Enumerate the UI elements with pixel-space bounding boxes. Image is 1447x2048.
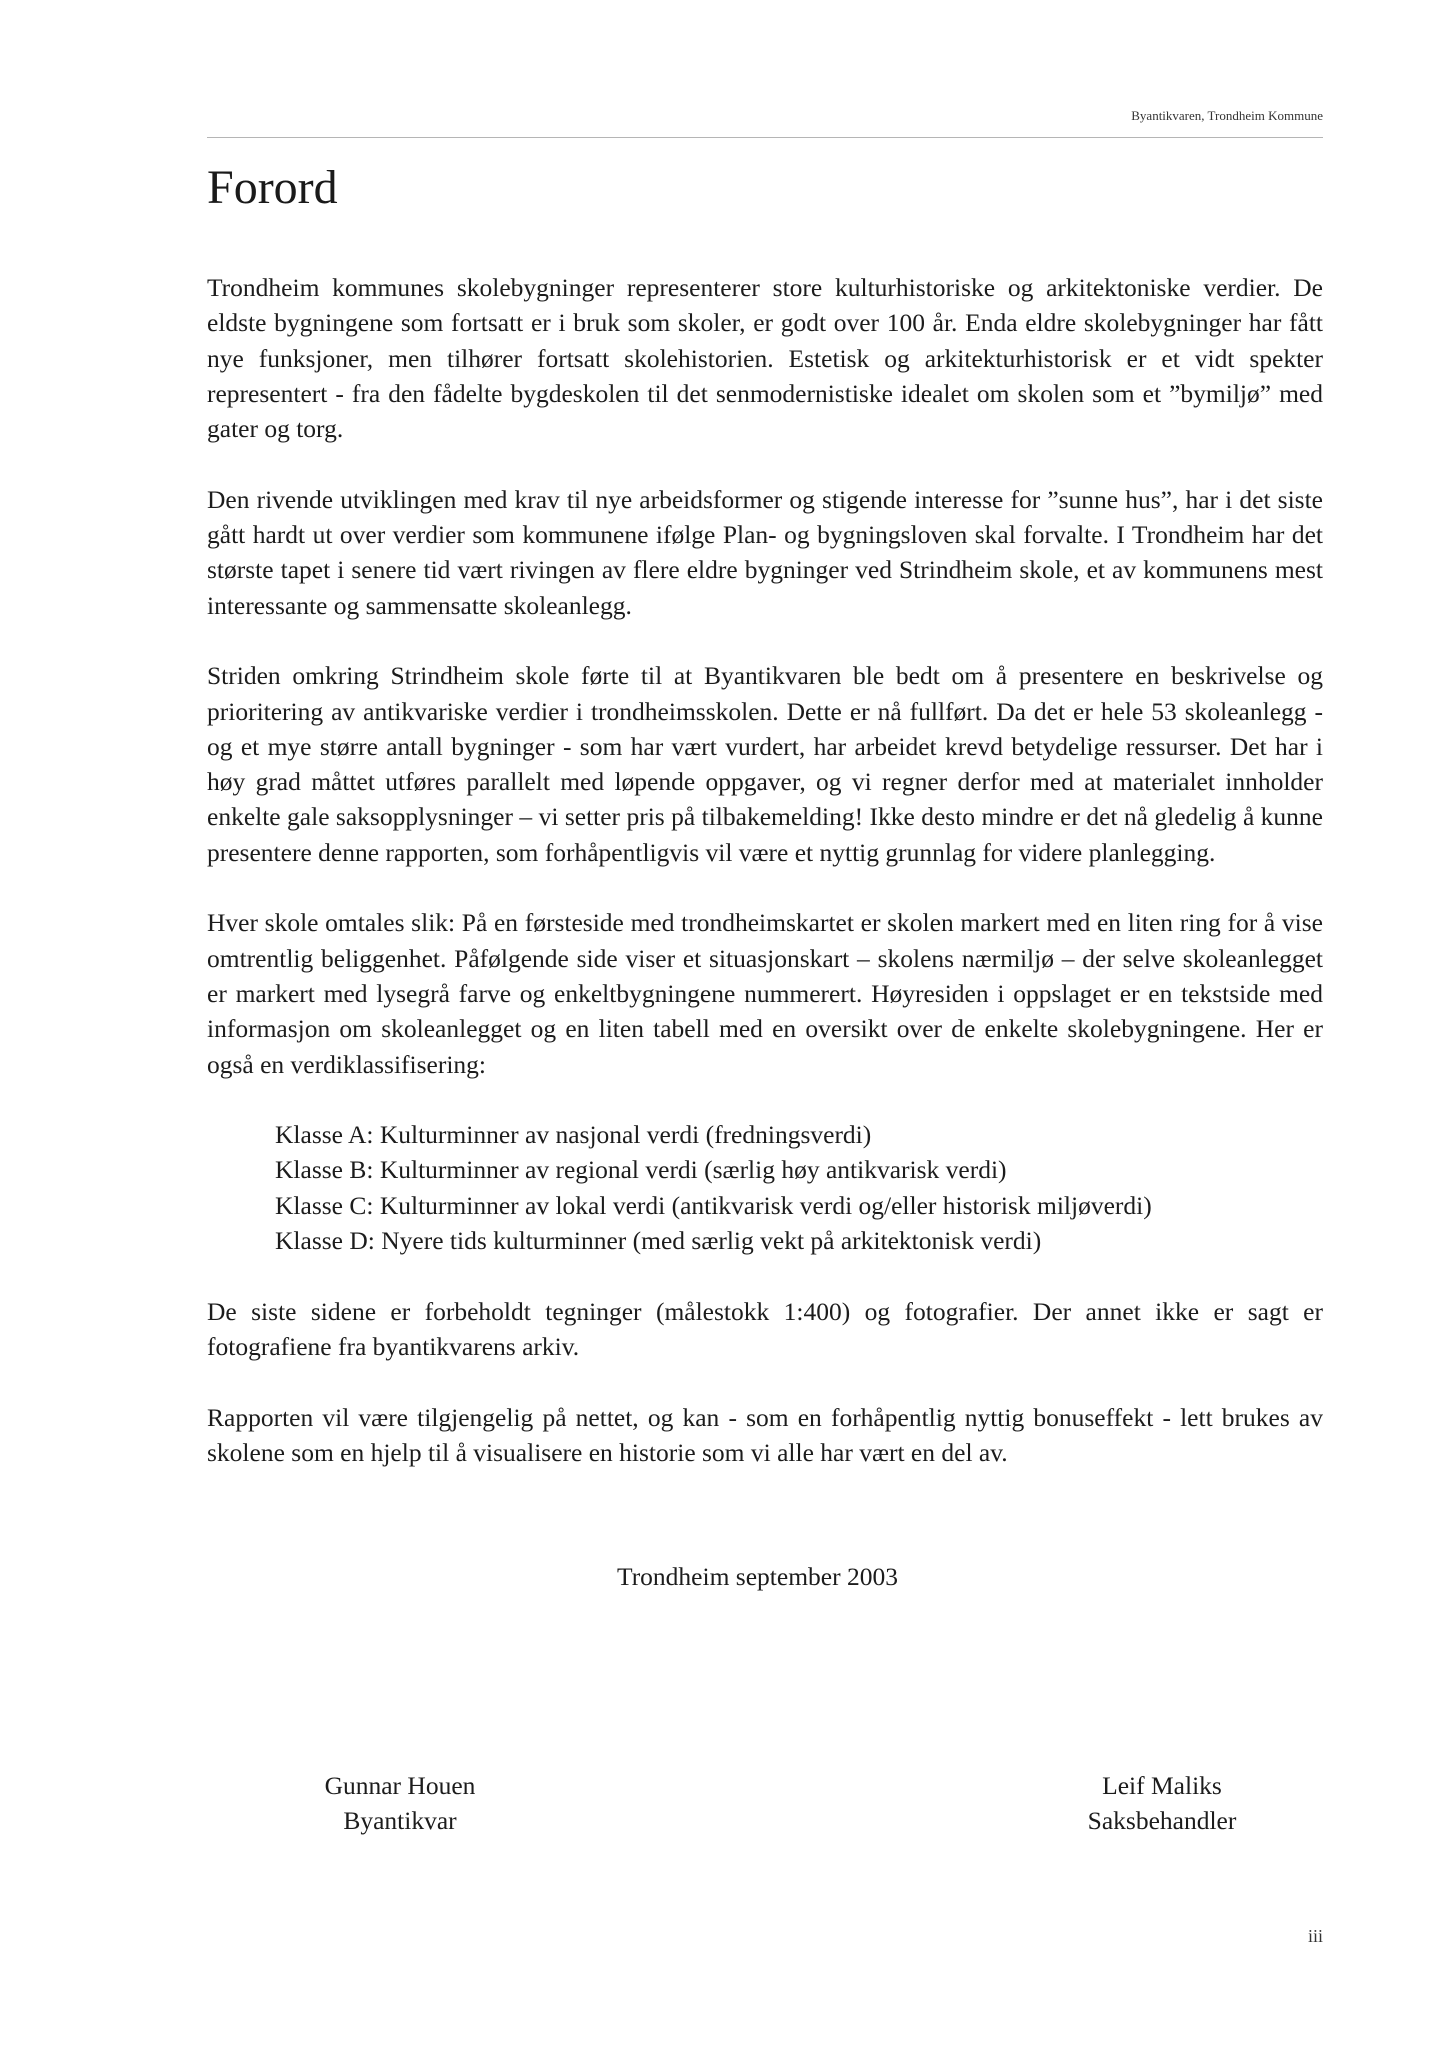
classification-item-d: Klasse D: Nyere tids kulturminner (med særlig vekt på arkitektonisk verdi) [275,1226,1042,1256]
classification-list [275,1117,1323,1258]
paragraph-2: Den rivende utviklingen med krav til nye arbeidsformer og stigende interesse for ”sunne hus”, har i det siste gått hardt ut over verdier som kommunene ifølge Plan- og bygningsloven skal forvalte. I Trondheim har det største tapet i senere tid vært rivingen av flere eldre bygninger ved Strindheim skole, et av kommunens mest interessante og sammensatte skoleanlegg. [207,484,1323,620]
page-title: Forord [207,161,338,214]
paragraph-6: Rapporten vil være tilgjengelig på nettet, og kan - som en forhåpentlig nyttig bonuseffekt - lett brukes av skolene som en hjelp til å visualisere en historie som vi alle har vært en del av. [207,1402,1323,1467]
signatory-name: Leif Maliks [1102,1771,1222,1800]
place-date: Trondheim september 2003 [617,1562,898,1591]
signature-left [280,1768,520,1838]
signatory-role: Byantikvar [343,1806,457,1835]
body-text [207,270,1323,1505]
signatory-role: Saksbehandler [1087,1806,1237,1835]
classification-item-b: Klasse B: Kulturminner av regional verdi (særlig høy antikvarisk verdi) [275,1155,1007,1185]
paragraph-4: Hver skole omtales slik: På en førsteside med trondheimskartet er skolen markert med en liten ring for å vise omtrentlig beliggenhet. Påfølgende side viser et situasjonskart – skolens nærmiljø – der selve skoleanlegget er markert med lysegrå farve og enkeltbygningene nummerert. Høyresiden i oppslaget er en tekstside med informasjon om skoleanlegget og en liten tabell med en oversikt over de enkelte skolebygningene. Her er også en verdiklassifisering: [207,908,1323,1079]
paragraph-1: Trondheim kommunes skolebygninger representerer store kulturhistoriske og arkitektoniske verdier. De eldste bygningene som fortsatt er i bruk som skoler, er godt over 100 år. Enda eldre skolebygninger har fått nye funksjoner, men tilhører fortsatt skolehistorien. Estetisk og arkitekturhistorisk er et vidt spekter representert - fra den fådelte bygdeskolen til det senmodernistiske idealet om skolen som et ”bymiljø” med gater og torg. [207,273,1323,444]
classification-item-a: Klasse A: Kulturminner av nasjonal verdi (fredningsverdi) [275,1120,872,1150]
header-divider [207,137,1323,138]
classification-item-c: Klasse C: Kulturminner av lokal verdi (antikvarisk verdi og/eller historisk miljøverdi) [275,1190,1152,1220]
signatory-name: Gunnar Houen [324,1771,476,1800]
paragraph-3: Striden omkring Strindheim skole førte til at Byantikvaren ble bedt om å presentere en beskrivelse og prioritering av antikvariske verdier i trondheimsskolen. Dette er nå fullført. Da det er hele 53 skoleanlegg - og et mye større antall bygninger - som har vært vurdert, har arbeidet krevd betydelige ressurser. Det har i høy grad måttet utføres parallelt med løpende oppgaver, og vi regner derfor med at materialet innholder enkelte gale saksopplysninger – vi setter pris på tilbakemelding! Ikke desto mindre er det nå gledelig å kunne presentere denne rapporten, som forhåpentligvis vil være et nyttig grunnlag for videre planlegging. [207,661,1323,867]
paragraph-5: De siste sidene er forbeholdt tegninger (målestokk 1:400) og fotografier. Der annet ikke er sagt er fotografiene fra byantikvarens arkiv. [207,1296,1323,1361]
page-number: iii [1307,1926,1323,1946]
running-header: Byantikvaren, Trondheim Kommune [1131,108,1323,123]
signature-right [1042,1768,1282,1838]
